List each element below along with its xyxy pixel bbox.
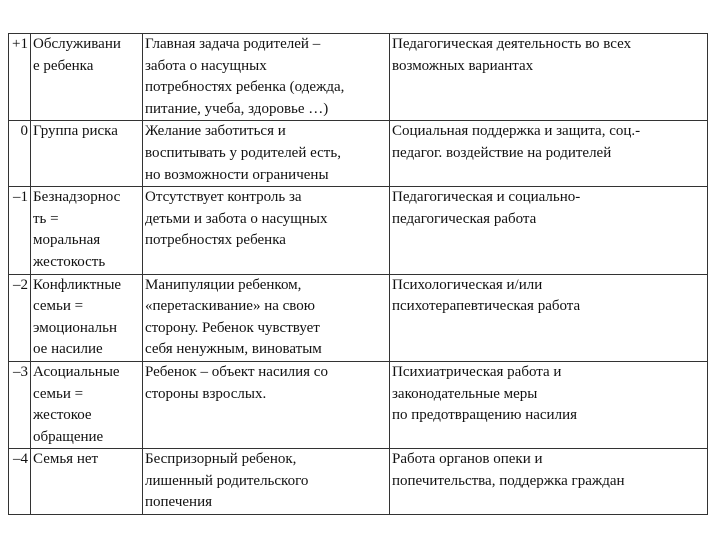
table-body xyxy=(9,34,708,515)
level-cell: +1 xyxy=(9,34,31,121)
family-type-cell: Семья нет xyxy=(31,449,143,515)
level-cell: –4 xyxy=(9,449,31,515)
table-row xyxy=(9,274,708,361)
table-row xyxy=(9,121,708,187)
help-cell: Педагогическая и социально- педагогическая работа xyxy=(390,187,708,274)
help-cell: Психиатрическая работа и законодательные меры по предотвращению насилия xyxy=(390,361,708,448)
description-cell: Главная задача родителей – забота о насущных потребностях ребенка (одежда, питание, учеба, здоровье …) xyxy=(143,34,390,121)
family-type-cell: Группа риска xyxy=(31,121,143,187)
help-cell: Педагогическая деятельность во всех возможных вариантах xyxy=(390,34,708,121)
description-cell: Беспризорный ребенок, лишенный родительского попечения xyxy=(143,449,390,515)
help-cell: Работа органов опеки и попечительства, поддержка граждан xyxy=(390,449,708,515)
table-row xyxy=(9,34,708,121)
family-support-table xyxy=(8,33,708,515)
family-type-cell: Безнадзорнос ть = моральная жестокость xyxy=(31,187,143,274)
description-cell: Ребенок – объект насилия со стороны взрослых. xyxy=(143,361,390,448)
family-type-cell: Обслуживани е ребенка xyxy=(31,34,143,121)
family-type-cell: Асоциальные семьи = жестокое обращение xyxy=(31,361,143,448)
help-cell: Социальная поддержка и защита, соц.- педагог. воздействие на родителей xyxy=(390,121,708,187)
table-row xyxy=(9,449,708,515)
description-cell: Манипуляции ребенком, «перетаскивание» на свою сторону. Ребенок чувствует себя ненужным, виноватым xyxy=(143,274,390,361)
level-cell: –1 xyxy=(9,187,31,274)
help-cell: Психологическая и/или психотерапевтическая работа xyxy=(390,274,708,361)
table-row xyxy=(9,187,708,274)
description-cell: Отсутствует контроль за детьми и забота о насущных потребностях ребенка xyxy=(143,187,390,274)
family-type-cell: Конфликтные семьи = эмоциональн ое насилие xyxy=(31,274,143,361)
level-cell: –2 xyxy=(9,274,31,361)
description-cell: Желание заботиться и воспитывать у родителей есть, но возможности ограничены xyxy=(143,121,390,187)
level-cell: –3 xyxy=(9,361,31,448)
table-row xyxy=(9,361,708,448)
level-cell: 0 xyxy=(9,121,31,187)
